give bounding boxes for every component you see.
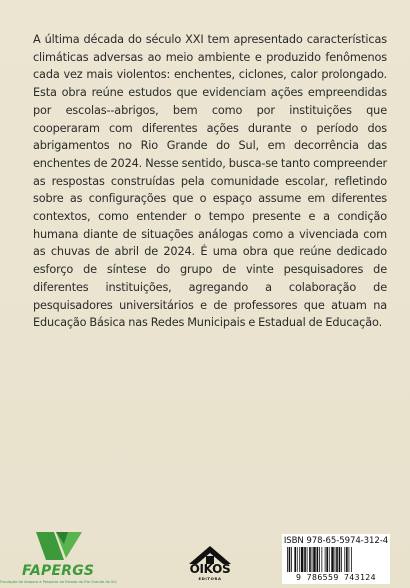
isbn-barcode-box [282, 534, 390, 584]
isbn-label: ISBN 978-65-5974-312-4 [283, 536, 389, 546]
fapergs-wordmark: FAPERGS [22, 563, 95, 579]
fapergs-subtitle: Fundação de Amparo à Pesquisa do Estado do Rio Grande do Sul [0, 580, 117, 584]
fapergs-logo [0, 528, 120, 586]
fapergs-mark-icon [34, 528, 84, 562]
oikos-logo [178, 545, 242, 579]
barcode-digits: 9 786559 743124 [282, 572, 390, 582]
oikos-wordmark: OIKOS [189, 562, 231, 576]
oikos-subtitle: EDITORA [198, 576, 222, 581]
back-cover-blurb: A última década do século XXI tem apresentado características climáticas adversas ao meio ambiente e produzido fenômenos cada vez mais violentos: enchentes, ciclones, calor prolongado. Esta obra reúne estudos que evidenciam ações empreendidas por escolas--abrigos, bem como por instituições que cooperaram com diferentes ações durante o período dos abrigamentos no Rio Grande do Sul, em decorrência das enchentes de 2024. Nesse sentido, busca-se tanto compreender as respostas construídas pela comunidade escolar, refletindo sobre as configurações que o espaço assume em diferentes contextos, como entender o tempo presente e a condição humana diante de situações análogas como a vivenciada com as chuvas de abril de 2024. É uma obra que reúne dedicado esforço de síntese do grupo de vinte pesquisadores de diferentes instituições, agregando a colaboração de pesquisadores universitários e de professores que atuam na Educação Básica nas Redes Municipais e Estadual de Educação. [33, 33, 387, 330]
barcode-icon [286, 547, 386, 573]
